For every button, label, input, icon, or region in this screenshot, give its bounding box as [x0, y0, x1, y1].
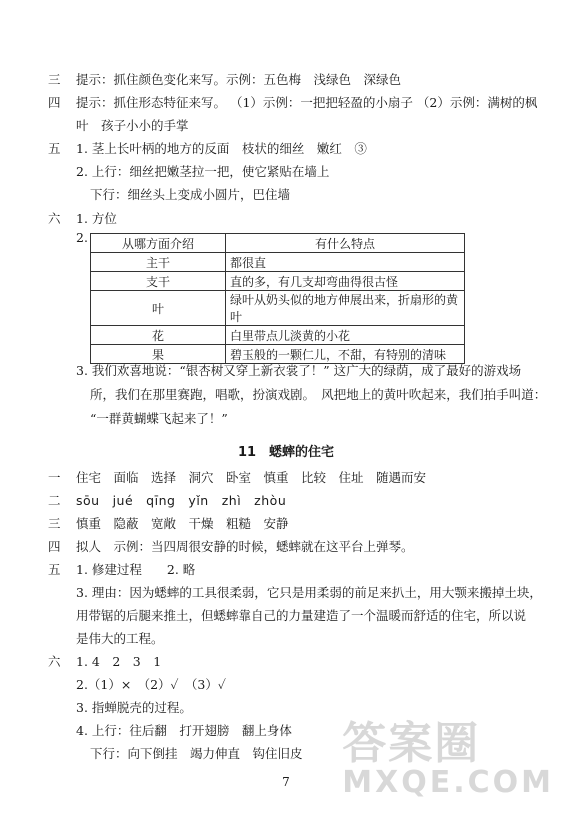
watermark-logo — [342, 718, 554, 800]
question-number: 三 — [48, 72, 61, 87]
answer-text: 1. 茎上长叶柄的地方的反面 枝状的细丝 嫩红 ③ — [76, 141, 367, 156]
pinyin-answer: sōu jué qīng yǐn zhì zhòu — [76, 493, 287, 508]
traits-table — [90, 233, 465, 364]
table-cell: 碧玉般的一颗仁儿，不甜，有特别的清味 — [226, 345, 465, 364]
table-cell: 花 — [91, 326, 226, 345]
question-number: 六 — [48, 654, 61, 669]
answer-text: “一群黄蝴蝶飞起来了！” — [90, 411, 228, 426]
answer-text: 提示：抓住形态特征来写。 （1）示例：一把把轻盈的小扇子 （2）示例：满树的枫 — [76, 95, 538, 110]
question-number: 五 — [48, 562, 61, 577]
answer-text: 2. 上行：细丝把嫩茎拉一把，使它紧贴在墙上 — [76, 164, 330, 179]
answer-text: 是伟大的工程。 — [76, 631, 164, 646]
table-cell: 果 — [91, 345, 226, 364]
answer-text: 2. — [76, 230, 88, 245]
answer-text: 拟人 示例：当四周很安静的时候，蟋蟀就在这平台上弹琴。 — [76, 539, 414, 554]
table-cell: 直的多，有几支却弯曲得很古怪 — [226, 272, 465, 291]
table-row — [91, 326, 465, 345]
question-number: 四 — [48, 95, 61, 110]
answer-text: 慎重 隐蔽 宽敞 干燥 粗糙 安静 — [76, 516, 289, 531]
answer-text: 3. 理由：因为蟋蟀的工具很柔弱，它只是用柔弱的前足来扒土，用大颚来搬掉土块， — [76, 585, 542, 600]
watermark-text: 答案圈 — [342, 718, 481, 769]
table-cell: 都很直 — [226, 253, 465, 272]
question-number: 三 — [48, 516, 61, 531]
lesson-title: 11 蟋蟀的住宅 — [237, 445, 335, 460]
answer-text: 3. 指蝉脱壳的过程。 — [76, 700, 192, 715]
table-header-row — [91, 234, 465, 253]
answer-text: 所，我们在那里赛跑，唱歌，扮演戏剧。 风把地上的黄叶吹起来，我们拍手叫道： — [90, 387, 547, 402]
answer-text: 下行：细丝头上变成小圆片，巴住墙 — [90, 187, 291, 202]
table-cell: 白里带点儿淡黄的小花 — [226, 326, 465, 345]
table-cell: 绿叶从奶头似的地方伸展出来，折扇形的黄叶 — [226, 291, 465, 326]
table-cell: 主干 — [91, 253, 226, 272]
table-row — [91, 272, 465, 291]
answer-text: 2.（1）× （2）✓ （3）✓ — [76, 677, 226, 692]
answer-text: 4. 上行：往后翻 打开翅膀 翻上身体 — [76, 723, 292, 738]
answer-text: 1. 修建过程 2. 略 — [76, 562, 196, 577]
answer-text: 下行：向下倒挂 竭力伸直 钩住旧皮 — [90, 746, 303, 761]
answer-text: 叶 孩子小小的手掌 — [76, 118, 189, 133]
question-number: 一 — [48, 470, 61, 485]
answer-text: 1. 4 2 3 1 — [76, 654, 162, 669]
question-number: 四 — [48, 539, 61, 554]
table-row — [91, 345, 465, 364]
page-number: 7 — [282, 775, 290, 789]
question-number: 六 — [48, 211, 61, 226]
answer-text: 1. 方位 — [76, 211, 117, 226]
answer-text: 用带锯的后腿来推土，但蟋蟀靠自己的力量建造了一个温暖而舒适的住宅，所以说 — [76, 608, 527, 623]
table-row — [91, 291, 465, 326]
answer-text: 提示：抓住颜色变化来写。示例：五色梅 浅绿色 深绿色 — [76, 72, 402, 87]
question-number: 五 — [48, 141, 61, 156]
question-number: 二 — [48, 493, 61, 508]
table-header: 有什么特点 — [226, 234, 465, 253]
answer-text: 3. 我们欢喜地说：“银杏树又穿上新衣裳了！” 这广大的绿荫，成了最好的游戏场 — [76, 363, 522, 378]
table-cell: 支干 — [91, 272, 226, 291]
table-cell: 叶 — [91, 291, 226, 326]
table-header: 从哪方面介绍 — [91, 234, 226, 253]
table-row — [91, 253, 465, 272]
watermark-url: MXQE.COM — [342, 765, 554, 800]
answer-text: 住宅 面临 选择 洞穴 卧室 慎重 比较 住址 随遇而安 — [76, 470, 427, 485]
